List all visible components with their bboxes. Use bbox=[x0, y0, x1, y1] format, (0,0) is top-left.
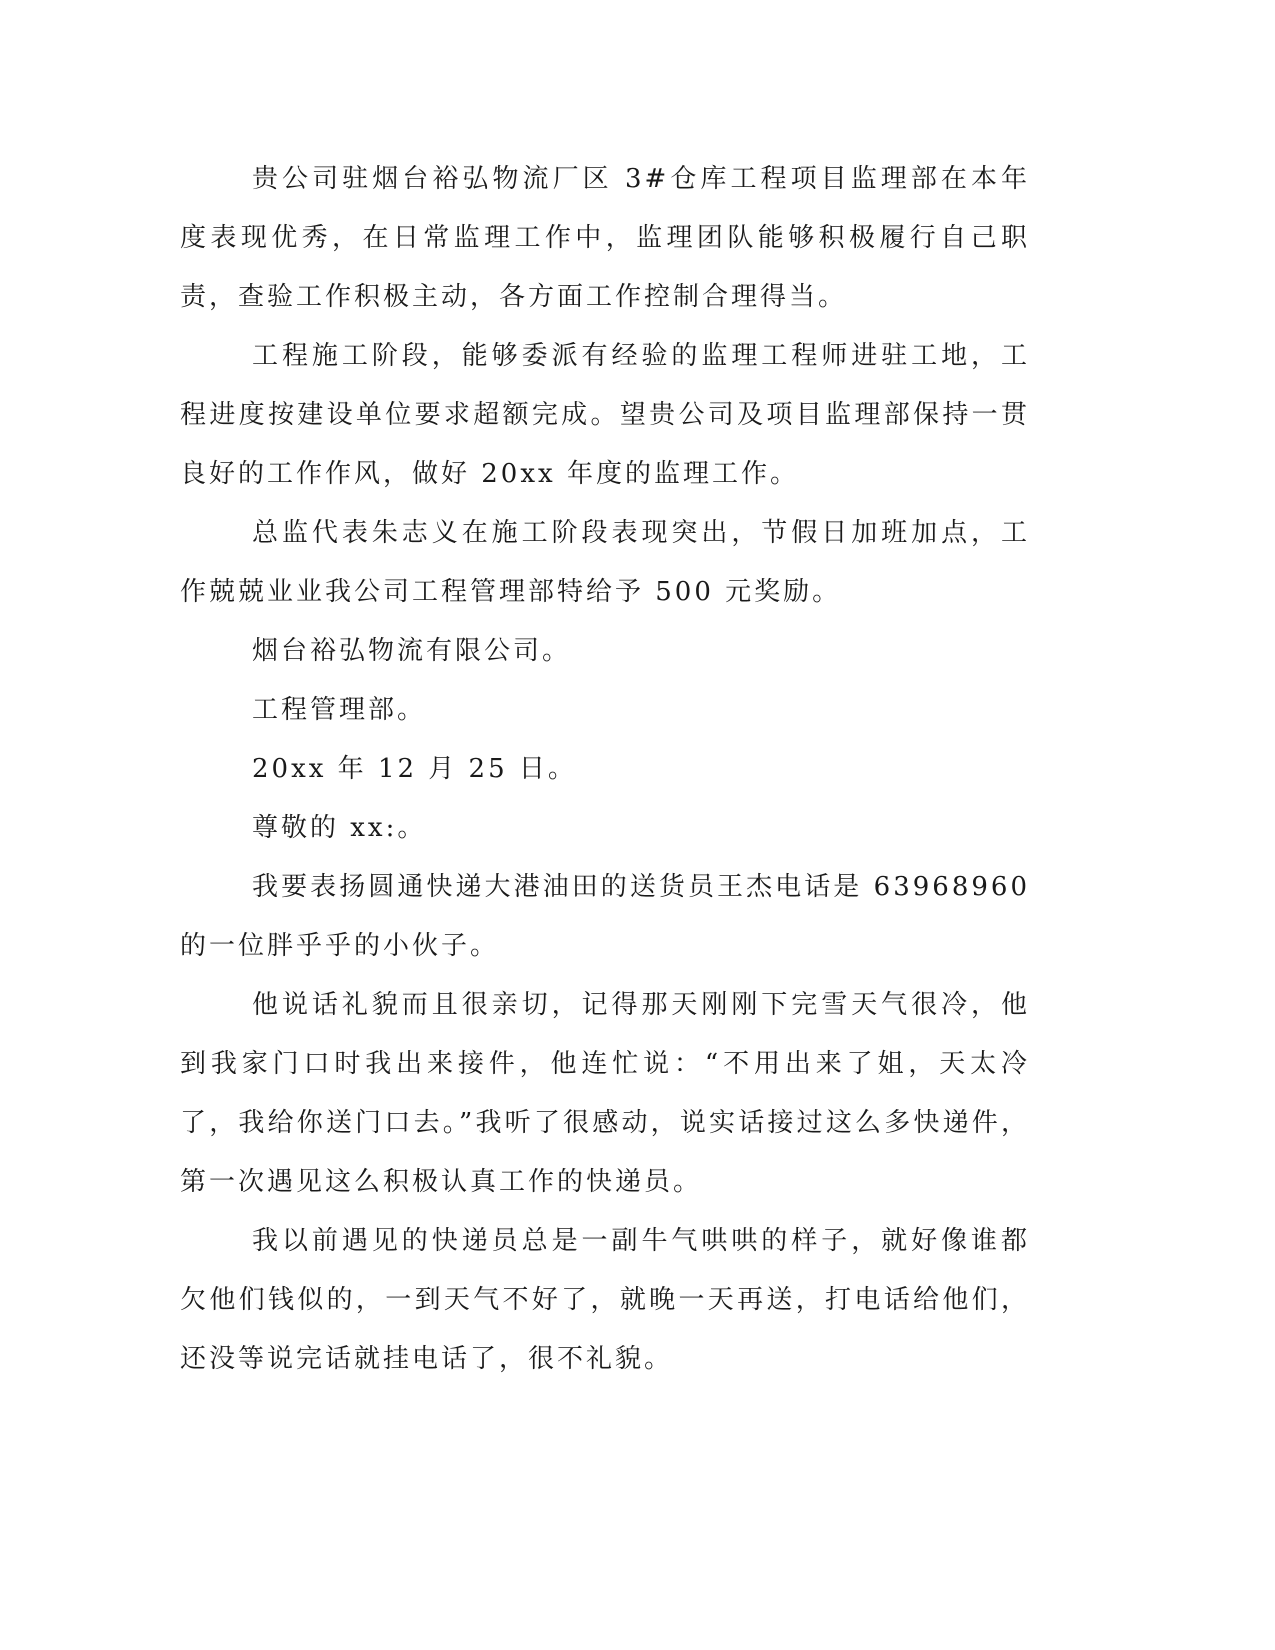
signature-department: 工程管理部。 bbox=[252, 695, 427, 725]
paragraph-commendation-intro: 贵公司驻烟台裕弘物流厂区 3#仓库工程项目监理部在本年度表现优秀，在日常监理工作中，监理团队能够积极履行自己职责，查验工作积极主动，各方面工作控制合理得当。 bbox=[180, 164, 1030, 312]
paragraph-courier-story: 他说话礼貌而且很亲切，记得那天刚刚下完雪天气很冷，他到我家门口时我出来接件，他连忙说：“不用出来了姐，天太冷了，我给你送门口去。”我听了很感动，说实话接过这么多快递件，第一次遇见这么积极认真工作的快递员。 bbox=[180, 990, 1030, 1197]
paragraph-reward: 总监代表朱志义在施工阶段表现突出，节假日加班加点，工作兢兢业业我公司工程管理部特给予 500 元奖励。 bbox=[180, 518, 1030, 607]
paragraph-construction-stage: 工程施工阶段，能够委派有经验的监理工程师进驻工地，工程进度按建设单位要求超额完成。望贵公司及项目监理部保持一贯良好的工作作风，做好 20xx 年度的监理工作。 bbox=[180, 341, 1030, 489]
paragraph-courier-praise: 我要表扬圆通快递大港油田的送货员王杰电话是 63968960 的一位胖乎乎的小伙子。 bbox=[180, 872, 1030, 961]
signature-company: 烟台裕弘物流有限公司。 bbox=[252, 636, 572, 666]
document-body bbox=[180, 150, 1030, 1389]
paragraph-previous-couriers: 我以前遇见的快递员总是一副牛气哄哄的样子，就好像谁都欠他们钱似的，一到天气不好了，就晚一天再送，打电话给他们，还没等说完话就挂电话了，很不礼貌。 bbox=[180, 1226, 1030, 1374]
salutation: 尊敬的 xx:。 bbox=[252, 813, 427, 843]
signature-date: 20xx 年 12 月 25 日。 bbox=[252, 754, 577, 784]
